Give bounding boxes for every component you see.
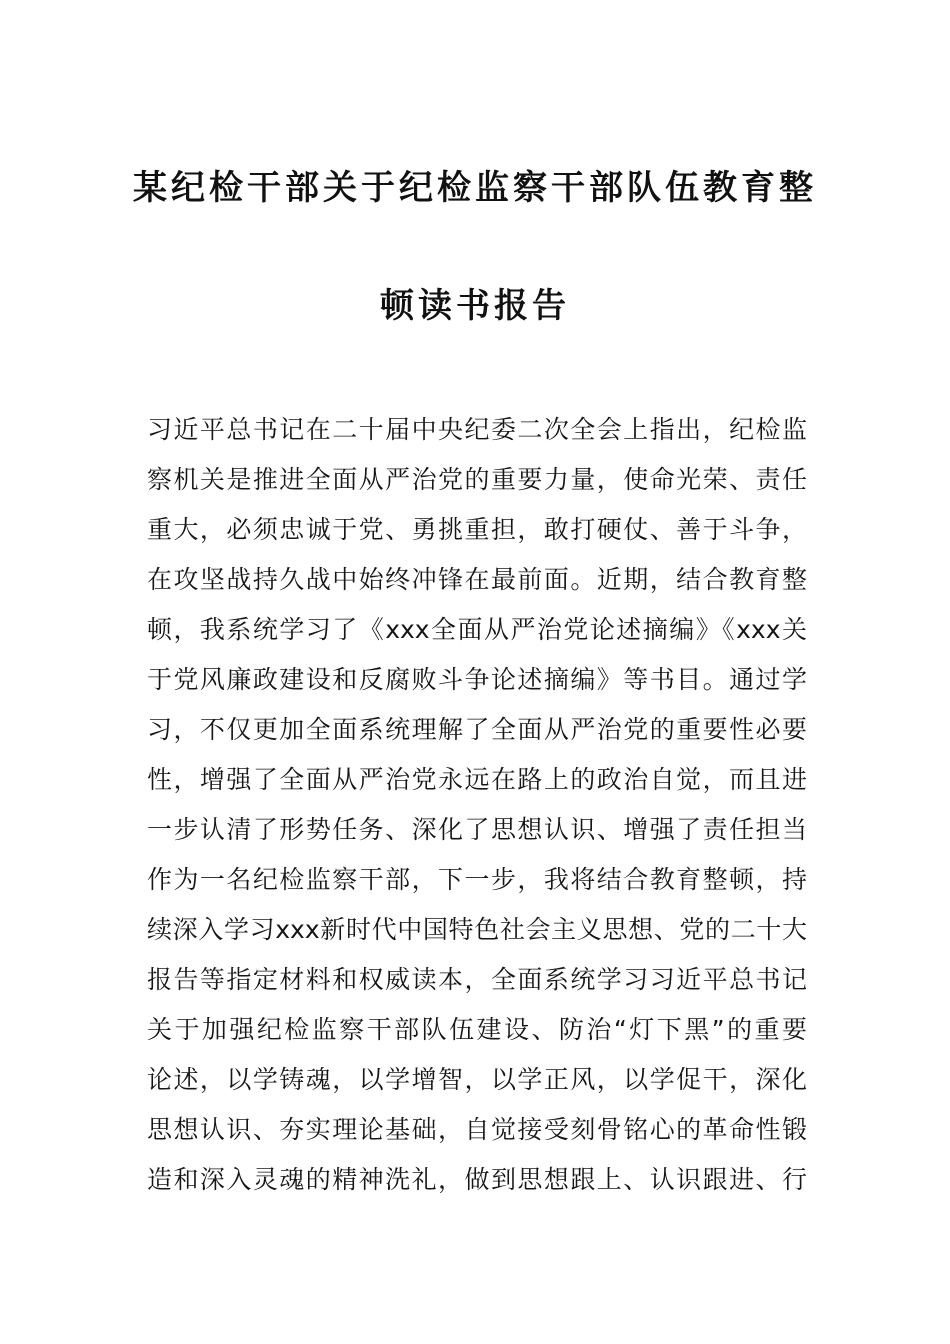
body-text-line: 察机关是推进全面从严治党的重要力量，使命光荣、责任	[147, 465, 807, 494]
document-title-line-2: 顿读书报告	[380, 286, 570, 326]
body-text-line: 习，不仅更加全面系统理解了全面从严治党的重要性必要	[147, 715, 807, 744]
body-text-line: 性，增强了全面从严治党永远在路上的政治自觉，而且进	[147, 765, 807, 794]
body-text-line: 报告等指定材料和权威读本，全面系统学习习近平总书记	[147, 965, 807, 994]
body-text-line: 习近平总书记在二十届中央纪委二次全会上指出，纪检监	[147, 415, 807, 444]
body-text-line: 在攻坚战持久战中始终冲锋在最前面。近期，结合教育整	[147, 565, 807, 594]
body-text-line: 造和深入灵魂的精神洗礼，做到思想跟上、认识跟进、行	[147, 1165, 807, 1194]
body-text-line: 思想认识、夯实理论基础，自觉接受刻骨铭心的革命性锻	[147, 1115, 807, 1144]
body-text-line: 续深入学习xxx新时代中国特色社会主义思想、党的二十大	[147, 915, 807, 944]
body-text-line: 重大，必须忠诚于党、勇挑重担，敢打硬仗、善于斗争，	[147, 515, 807, 544]
body-text-line: 论述，以学铸魂，以学增智，以学正风，以学促干，深化	[147, 1065, 807, 1094]
body-text-line: 关于加强纪检监察干部队伍建设、防治“灯下黑”的重要	[147, 1015, 807, 1044]
body-text-line: 顿，我系统学习了《xxx全面从严治党论述摘编》《xxx关	[147, 615, 807, 644]
body-text-line: 于党风廉政建设和反腐败斗争论述摘编》等书目。通过学	[147, 665, 807, 694]
document-title-line-1: 某纪检干部关于纪检监察干部队伍教育整	[133, 168, 817, 208]
body-text-line: 作为一名纪检监察干部，下一步，我将结合教育整顿，持	[147, 865, 807, 894]
body-text-line: 一步认清了形势任务、深化了思想认识、增强了责任担当	[147, 815, 807, 844]
